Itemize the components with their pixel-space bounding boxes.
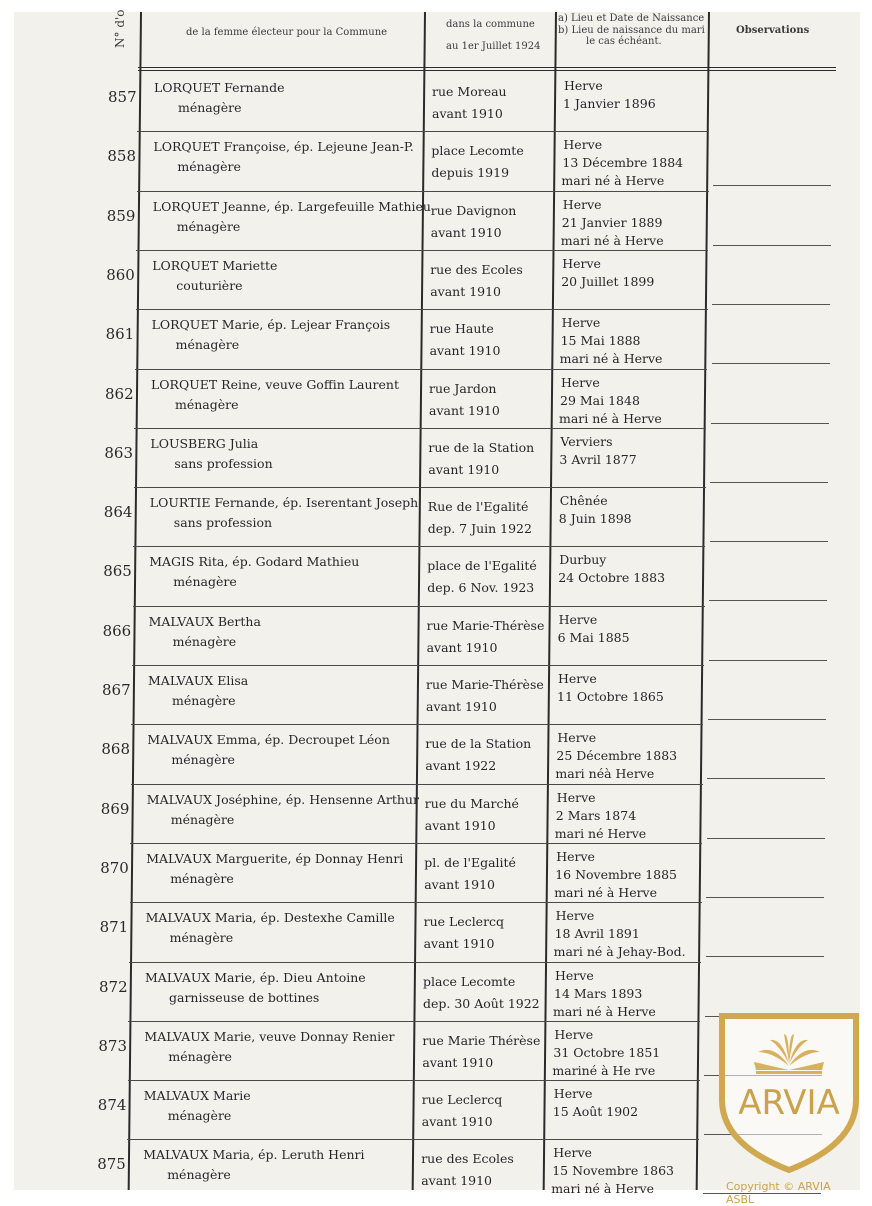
row-street: rue Leclercq xyxy=(421,1092,503,1108)
row-number: 857 xyxy=(108,88,137,106)
observation-rule xyxy=(709,600,827,601)
row-since: avant 1910 xyxy=(432,106,503,121)
row-number: 875 xyxy=(97,1155,126,1174)
row-street: rue du Marché xyxy=(424,795,519,811)
row-name: LORQUET Jeanne, ép. Largefeuille Mathieu xyxy=(152,198,431,214)
row-occupation: sans profession xyxy=(173,515,273,531)
row-husband-birthplace: mari néà Herve xyxy=(555,766,655,782)
row-occupation: ménagère xyxy=(178,100,242,115)
row-name: LORQUET Marie, ép. Lejear François xyxy=(151,317,391,333)
row-rule xyxy=(127,1139,699,1140)
row-number: 869 xyxy=(100,799,130,818)
row-number: 863 xyxy=(104,443,134,462)
row-street: rue de la Station xyxy=(425,736,532,752)
observation-rule xyxy=(708,719,826,720)
row-since: avant 1910 xyxy=(428,461,500,477)
row-name: MAGIS Rita, ép. Godard Mathieu xyxy=(149,554,360,570)
row-street: rue Marie Thérèse xyxy=(422,1032,541,1048)
row-street: rue des Ecoles xyxy=(430,261,523,277)
row-birth-place: Herve xyxy=(557,730,597,746)
row-number: 868 xyxy=(101,740,131,759)
row-name: LOURTIE Fernande, ép. Iserentant Joseph xyxy=(149,495,419,511)
row-rule xyxy=(131,784,703,785)
row-name: MALVAUX Maria, ép. Destexhe Camille xyxy=(145,910,395,926)
observation-rule xyxy=(709,660,827,661)
row-street: rue des Ecoles xyxy=(421,1151,514,1167)
row-since: avant 1910 xyxy=(430,224,502,240)
row-street: rue Marie-Thérèse xyxy=(426,617,545,633)
row-birth-date: 31 Octobre 1851 xyxy=(553,1044,661,1060)
row-name: LORQUET Fernande xyxy=(154,80,285,95)
row-occupation: sans profession xyxy=(174,455,273,471)
row-occupation: ménagère xyxy=(176,218,241,234)
row-birth-date: 11 Octobre 1865 xyxy=(557,689,664,704)
row-number: 871 xyxy=(99,918,129,937)
observation-rule xyxy=(707,838,825,839)
row-since: depuis 1919 xyxy=(431,165,510,181)
row-occupation: ménagère xyxy=(175,337,240,353)
row-occupation: ménagère xyxy=(167,1167,231,1183)
row-occupation: ménagère xyxy=(170,811,235,827)
row-name: MALVAUX Emma, ép. Decroupet Léon xyxy=(147,732,390,748)
header-col-birth-2: b) Lieu de naissance du mari xyxy=(558,25,705,36)
row-street: pl. de l'Egalité xyxy=(424,854,516,870)
header-rule-top xyxy=(138,67,836,68)
row-number: 864 xyxy=(103,503,133,522)
row-birth-place: Herve xyxy=(553,1145,592,1161)
row-birth-place: Herve xyxy=(558,671,597,686)
observation-rule xyxy=(706,897,824,898)
row-name: MALVAUX Marie, ép. Dieu Antoine xyxy=(145,969,366,985)
row-occupation: ménagère xyxy=(167,1108,232,1124)
row-number: 865 xyxy=(103,562,132,581)
row-birth-date: 15 Août 1902 xyxy=(552,1104,639,1120)
row-street: rue Haute xyxy=(429,321,494,337)
observation-rule xyxy=(711,423,829,424)
col-rule-name xyxy=(128,12,142,1190)
row-since: avant 1910 xyxy=(430,283,502,299)
row-name: LORQUET Mariette xyxy=(152,257,278,273)
row-number: 859 xyxy=(106,206,136,225)
row-since: avant 1910 xyxy=(421,1173,493,1189)
row-occupation: ménagère xyxy=(172,693,236,708)
row-rule xyxy=(131,724,703,725)
row-since: avant 1910 xyxy=(429,343,501,359)
row-since: avant 1910 xyxy=(426,699,497,714)
row-since: avant 1910 xyxy=(429,402,500,418)
row-rule xyxy=(128,1021,700,1022)
row-number: 874 xyxy=(97,1096,127,1115)
row-since: dep. 7 Juin 1922 xyxy=(427,521,532,537)
row-husband-birthplace: mari né à Herve xyxy=(553,1003,656,1019)
row-number: 867 xyxy=(102,681,131,699)
observation-rule xyxy=(710,541,828,542)
row-since: dep. 6 Nov. 1923 xyxy=(427,580,535,596)
row-birth-place: Verviers xyxy=(560,433,613,449)
row-number: 872 xyxy=(99,977,128,996)
row-birth-date: 21 Janvier 1889 xyxy=(561,214,663,230)
row-birth-place: Herve xyxy=(555,908,595,924)
row-since: avant 1910 xyxy=(424,817,496,833)
row-occupation: ménagère xyxy=(169,930,234,946)
row-rule xyxy=(133,606,705,607)
row-husband-birthplace: mari né à Herve xyxy=(559,410,662,426)
row-rule xyxy=(136,250,708,251)
row-birth-place: Herve xyxy=(555,967,594,983)
row-birth-date: 20 Juillet 1899 xyxy=(561,273,655,289)
row-rule xyxy=(129,962,701,963)
observation-rule xyxy=(712,304,830,305)
row-rule xyxy=(132,665,704,666)
row-street: rue Marie-Thérèse xyxy=(426,677,544,692)
row-birth-place: Herve xyxy=(556,789,596,805)
header-col-no: N° d'o xyxy=(113,9,127,48)
header-col-birth-1: a) Lieu et Date de Naissance xyxy=(558,13,705,24)
row-street: place Lecomte xyxy=(431,143,524,159)
copyright-text: Copyright © ARVIA ASBL xyxy=(726,1180,831,1206)
observation-rule xyxy=(713,245,831,246)
row-since: dep. 30 Août 1922 xyxy=(423,995,540,1011)
row-name: MALVAUX Marie xyxy=(143,1088,251,1104)
row-husband-birthplace: mari né à Jehay-Bod. xyxy=(553,944,686,960)
row-birth-place: Herve xyxy=(554,1026,594,1042)
row-occupation: ménagère xyxy=(170,870,234,886)
row-occupation: ménagère xyxy=(171,752,235,768)
row-husband-birthplace: mari né à Herve xyxy=(554,884,658,900)
header-col-observations: Observations xyxy=(736,25,810,36)
row-birth-place: Herve xyxy=(558,611,598,627)
row-birth-date: 2 Mars 1874 xyxy=(555,807,637,823)
row-birth-date: 16 Novembre 1885 xyxy=(555,866,678,882)
row-birth-date: 15 Novembre 1863 xyxy=(552,1163,675,1179)
row-birth-place: Herve xyxy=(553,1086,593,1102)
row-number: 862 xyxy=(105,384,134,403)
row-name: MALVAUX Bertha xyxy=(148,613,261,629)
row-name: MALVAUX Joséphine, ép. Hensenne Arthur xyxy=(146,791,419,807)
row-occupation: ménagère xyxy=(177,159,241,175)
row-birth-place: Durbuy xyxy=(559,552,607,568)
row-rule xyxy=(128,1080,700,1081)
row-name: LORQUET Françoise, ép. Lejeune Jean-P. xyxy=(153,139,414,155)
row-name: LORQUET Reine, veuve Goffin Laurent xyxy=(151,376,399,392)
row-since: avant 1910 xyxy=(422,1054,494,1070)
col-rule-observations xyxy=(696,12,710,1190)
row-birth-date: 13 Décembre 1884 xyxy=(562,155,684,171)
row-birth-date: 1 Janvier 1896 xyxy=(563,96,656,111)
row-birth-place: Chênée xyxy=(559,493,608,509)
row-street: rue Moreau xyxy=(432,84,507,99)
row-husband-birthplace: mariné à He rve xyxy=(552,1062,656,1078)
header-col-name: de la femme électeur pour la Commune xyxy=(186,27,388,38)
row-number: 861 xyxy=(105,325,135,344)
observation-rule xyxy=(712,363,830,364)
row-street: place de l'Egalité xyxy=(427,558,537,574)
row-number: 860 xyxy=(106,265,135,284)
header-rule-bottom xyxy=(138,70,836,71)
row-name: MALVAUX Marguerite, ép Donnay Henri xyxy=(146,850,404,866)
row-birth-date: 29 Mai 1848 xyxy=(560,392,640,408)
row-occupation: couturière xyxy=(176,277,243,293)
row-husband-birthplace: mari né à Herve xyxy=(560,232,664,248)
arvia-logo xyxy=(714,1004,864,1174)
row-number: 866 xyxy=(102,621,132,640)
row-birth-date: 3 Avril 1877 xyxy=(559,451,637,467)
row-name: MALVAUX Maria, ép. Leruth Henri xyxy=(143,1147,365,1163)
row-rule xyxy=(136,309,708,310)
row-rule xyxy=(137,131,709,132)
row-birth-date: 6 Mai 1885 xyxy=(557,629,630,645)
row-occupation: ménagère xyxy=(175,396,239,412)
row-birth-place: Herve xyxy=(556,848,595,864)
row-husband-birthplace: mari né Herve xyxy=(554,825,647,841)
header-col-residence-1: dans la commune xyxy=(446,19,535,30)
row-occupation: garnisseuse de bottines xyxy=(169,989,320,1005)
row-since: avant 1922 xyxy=(425,758,497,774)
row-occupation: ménagère xyxy=(172,633,237,649)
row-rule xyxy=(137,191,709,192)
row-birth-date: 24 Octobre 1883 xyxy=(558,570,666,586)
observation-rule xyxy=(706,956,824,957)
row-husband-birthplace: mari né à Herve xyxy=(561,173,665,189)
row-rule xyxy=(133,546,705,547)
observation-rule xyxy=(713,185,831,186)
row-street: rue Davignon xyxy=(430,202,517,218)
row-street: Rue de l'Egalité xyxy=(427,499,529,515)
row-number: 873 xyxy=(98,1036,128,1055)
row-birth-date: 18 Avril 1891 xyxy=(554,926,640,942)
row-occupation: ménagère xyxy=(168,1048,232,1064)
row-rule xyxy=(135,369,707,370)
header-col-birth-3: le cas échéant. xyxy=(586,36,662,47)
row-birth-date: 25 Décembre 1883 xyxy=(556,748,678,764)
row-rule xyxy=(134,487,706,488)
row-birth-place: Herve xyxy=(562,196,602,212)
row-name: MALVAUX Elisa xyxy=(148,673,249,688)
row-number: 858 xyxy=(107,147,137,166)
row-since: avant 1910 xyxy=(426,639,498,655)
row-occupation: ménagère xyxy=(173,574,237,590)
row-birth-date: 8 Juin 1898 xyxy=(558,511,632,527)
row-street: place Lecomte xyxy=(423,973,516,989)
row-name: LOUSBERG Julia xyxy=(150,435,259,451)
observation-rule xyxy=(710,482,828,483)
arvia-logo-text: ARVIA xyxy=(738,1083,840,1123)
row-husband-birthplace: mari né à Herve xyxy=(559,351,663,367)
row-birth-place: Herve xyxy=(563,137,603,153)
row-since: avant 1910 xyxy=(423,936,495,952)
header-col-residence-2: au 1er Juillet 1924 xyxy=(446,41,541,52)
row-street: rue Jardon xyxy=(429,380,497,396)
row-birth-date: 15 Mai 1888 xyxy=(560,333,641,349)
row-rule xyxy=(130,902,702,903)
row-name: MALVAUX Marie, veuve Donnay Renier xyxy=(144,1028,395,1044)
row-number: 870 xyxy=(100,858,129,877)
register-page xyxy=(14,9,860,1206)
row-birth-date: 14 Mars 1893 xyxy=(554,985,643,1001)
row-birth-place: Herve xyxy=(564,78,603,93)
row-birth-place: Herve xyxy=(561,374,600,390)
row-rule xyxy=(130,843,702,844)
row-since: avant 1910 xyxy=(424,876,496,892)
row-rule xyxy=(134,428,706,429)
row-birth-place: Herve xyxy=(562,255,601,271)
row-husband-birthplace: mari né à Herve xyxy=(551,1181,655,1197)
row-birth-place: Herve xyxy=(561,315,601,331)
observation-rule xyxy=(707,778,825,779)
row-street: rue Leclercq xyxy=(423,914,505,930)
row-since: avant 1910 xyxy=(421,1114,493,1130)
row-street: rue de la Station xyxy=(428,439,535,455)
